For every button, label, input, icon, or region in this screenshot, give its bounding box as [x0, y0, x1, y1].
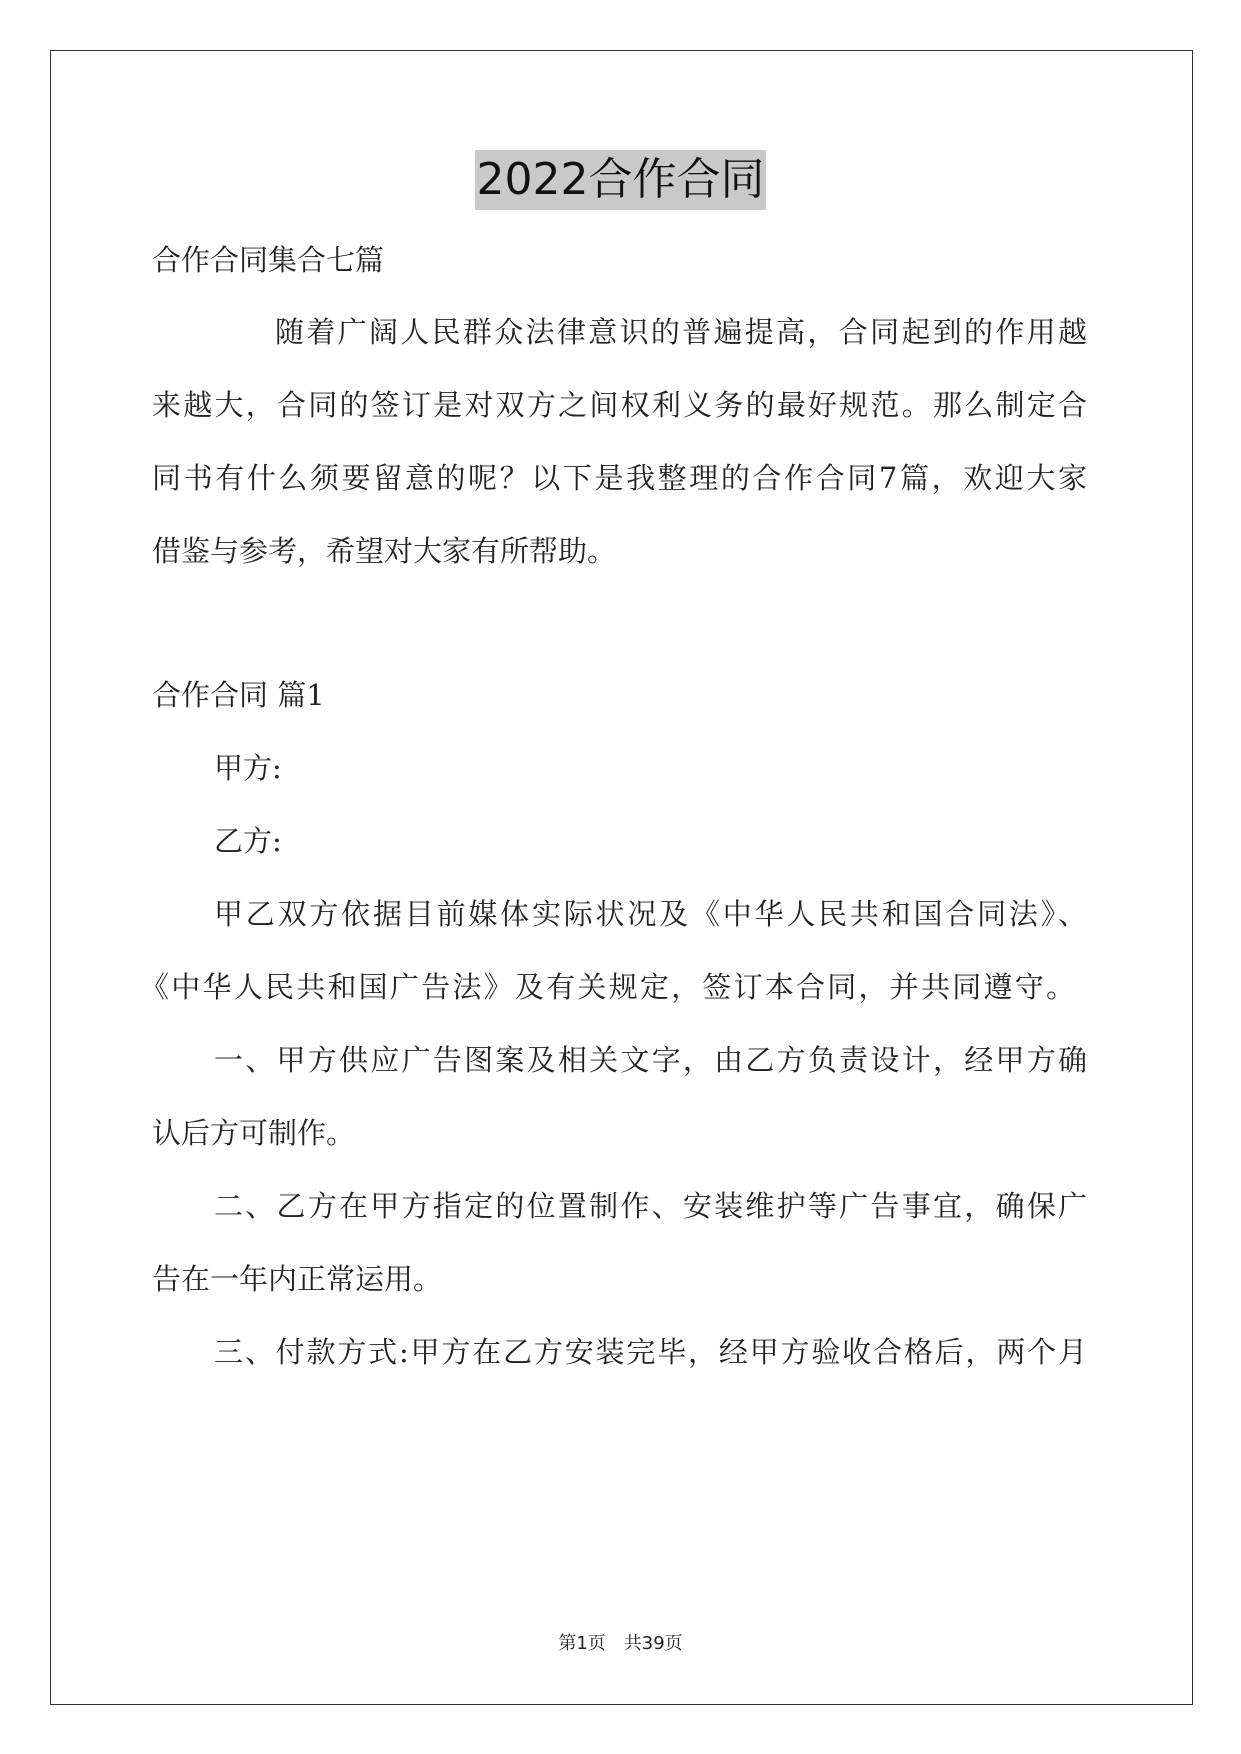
paragraph-line: 一、甲方供应广告图案及相关文字，由乙方负责设计，经甲方确 [214, 1043, 1087, 1077]
subtitle-line: 合作合同集合七篇 [152, 243, 385, 277]
page-mid: 页 共 [587, 1633, 642, 1654]
paragraph-line: 甲乙双方依据目前媒体实际状况及《中华人民共和国合同法》、 [214, 897, 1087, 931]
section-heading: 合作合同 篇1 [152, 678, 325, 712]
party-a-line: 甲方: [214, 751, 282, 785]
page-current: 1 [576, 1633, 588, 1654]
page-total: 39 [641, 1633, 665, 1654]
paragraph-line: 三、付款方式:甲方在乙方安装完毕，经甲方验收合格后，两个月 [214, 1335, 1087, 1369]
title-area [0, 150, 1241, 210]
paragraph-line: 二、乙方在甲方指定的位置制作、安装维护等广告事宜，确保广 [214, 1189, 1087, 1223]
paragraph-line: 借鉴与参考，希望对大家有所帮助。 [152, 534, 617, 568]
paragraph-line: 告在一年内正常运用。 [152, 1262, 443, 1296]
paragraph-line: 随着广阔人民群众法律意识的普遍提高，合同起到的作用越 [275, 315, 1087, 349]
paragraph-line: 来越大，合同的签订是对双方之间权利义务的最好规范。那么制定合 [152, 388, 1087, 422]
document-title: 2022合作合同 [475, 150, 767, 210]
paragraph-line: 认后方可制作。 [152, 1116, 356, 1150]
paragraph-line: 《中华人民共和国广告法》及有关规定，签订本合同，并共同遵守。 [140, 970, 1075, 1004]
page-prefix: 第 [558, 1633, 577, 1654]
page-border [50, 50, 1193, 1705]
party-b-line: 乙方: [214, 824, 282, 858]
page-suffix: 页 [664, 1633, 683, 1654]
paragraph-line: 同书有什么须要留意的呢？以下是我整理的合作合同7篇，欢迎大家 [152, 461, 1087, 495]
page-footer [0, 1632, 1241, 1656]
